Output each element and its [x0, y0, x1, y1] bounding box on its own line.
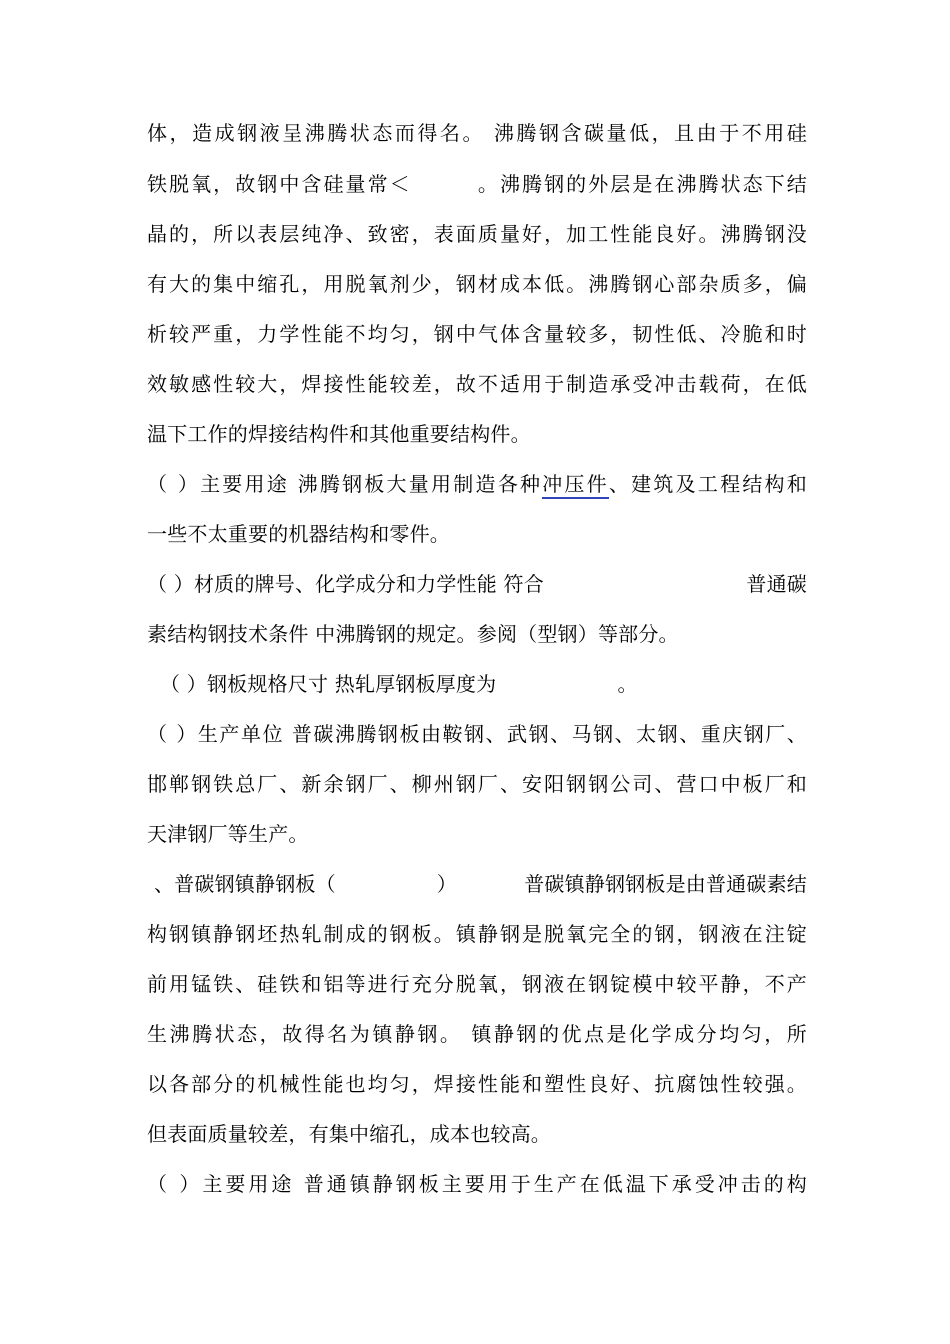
stamping-parts-link[interactable]: 冲压件 [542, 472, 609, 499]
text-line: 一些不太重要的机器结构和零件。 [147, 522, 450, 546]
section-heading: 、普碳钢镇静钢板（ ） [154, 872, 457, 896]
text-line: 温下工作的焊接结构件和其他重要结构件。 [147, 422, 531, 446]
text-line [147, 568, 807, 600]
text-segment: 普碳镇静钢钢板是由普通碳素结 [524, 872, 807, 896]
text-line: 铁脱氧，故钢中含硅量常＜ 。沸腾钢的外层是在沸腾状态下结 [147, 172, 807, 196]
text-line: 但表面质量较差，有集中缩孔，成本也较高。 [147, 1122, 551, 1146]
text-line: 有大的集中缩孔，用脱氧剂少，钢材成本低。沸腾钢心部杂质多，偏 [147, 272, 807, 296]
text-segment: （ ）材质的牌号、化学成分和力学性能 符合 [147, 572, 544, 596]
text-line: （ ）生产单位 普碳沸腾钢板由鞍钢、武钢、马钢、太钢、重庆钢厂、 [147, 722, 807, 746]
text-line: （ ）主要用途 普通镇静钢板主要用于生产在低温下承受冲击的构 [147, 1172, 807, 1196]
text-segment: （ ）主要用途 沸腾钢板大量用制造各种 [147, 472, 543, 496]
text-segment: 、建筑及工程结构和 [608, 472, 807, 496]
text-line [154, 868, 807, 900]
text-line: 天津钢厂等生产。 [147, 822, 309, 846]
text-line: （ ）钢板规格尺寸 热轧厚钢板厚度为 。 [160, 672, 638, 696]
text-line: 邯郸钢铁总厂、新余钢厂、柳州钢厂、安阳钢钢公司、营口中板厂和 [147, 772, 807, 796]
text-segment: 普通碳 [746, 572, 807, 596]
text-line [147, 468, 807, 500]
text-line: 析较严重，力学性能不均匀，钢中气体含量较多，韧性低、冷脆和时 [147, 322, 807, 346]
text-line: 素结构钢技术条件 中沸腾钢的规定。参阅（型钢）等部分。 [147, 622, 679, 646]
text-line: 生沸腾状态，故得名为镇静钢。 镇静钢的优点是化学成分均匀，所 [147, 1022, 807, 1046]
text-line: 体，造成钢液呈沸腾状态而得名。 沸腾钢含碳量低，且由于不用硅 [147, 121, 807, 145]
text-line: 晶的，所以表层纯净、致密，表面质量好，加工性能良好。沸腾钢没 [147, 222, 807, 246]
text-line: 以各部分的机械性能也均匀，焊接性能和塑性良好、抗腐蚀性较强。 [147, 1072, 807, 1096]
text-line: 前用锰铁、硅铁和铝等进行充分脱氧，钢液在钢锭模中较平静，不产 [147, 972, 807, 996]
text-line: 效敏感性较大，焊接性能较差，故不适用于制造承受冲击载荷，在低 [147, 372, 807, 396]
text-line: 构钢镇静钢坯热轧制成的钢板。镇静钢是脱氧完全的钢，钢液在注锭 [147, 922, 807, 946]
